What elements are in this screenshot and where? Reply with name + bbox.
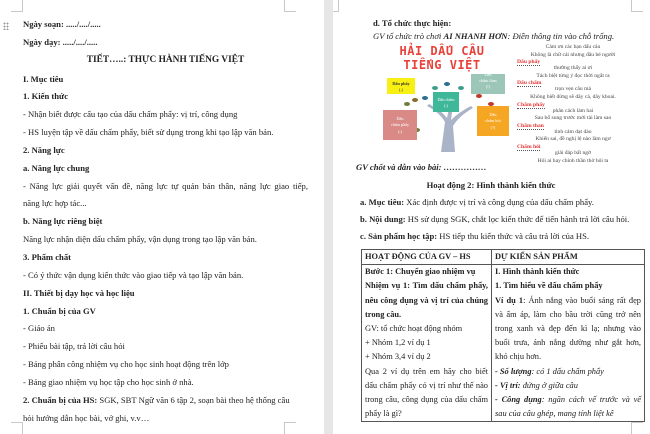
svg-text:Dấu: Dấu	[489, 112, 497, 117]
general-competence-text: - Năng lực giải quyết vấn đề, năng lực tự quản bản thân, năng lực giao tiếp,	[23, 181, 308, 191]
svg-text:Dấu phẩy: Dấu phẩy	[392, 81, 410, 86]
drag-handle-icon[interactable]	[3, 22, 9, 30]
game-name: AI NHANH HƠN	[443, 31, 508, 41]
margin-corner-mark	[631, 422, 643, 434]
heading-objectives: I. Mục tiêu	[23, 74, 64, 84]
student-prep-label: 2. Chuẩn bị của HS:	[23, 395, 98, 405]
margin-corner-mark	[11, 422, 23, 434]
teacher-student-activity-cell: Bước 1: Chuyển giao nhiệm vụ Nhiệm vụ 1: Tìm dấu chấm phẩy, nêu công dụng và vị trí của chúng trong câu. GV: tổ chức hoạt động nhóm + Nhóm 1,2 ví dụ 1 + Nhóm 3,4 ví dụ 2 Qua 2 ví dụ trên em hãy cho biết dấu chấm phẩy có vị trí như thế nào trong câu, công dụng của dấu chấm phẩy là gì?	[362, 265, 492, 422]
document-page-right	[333, 0, 650, 434]
knowledge-item: - HS luyện tập về dấu chấm phẩy, biết sử dụng trong khi tạo lập văn bản.	[23, 127, 274, 137]
general-competence-text: năng lực hợp tác...	[23, 198, 87, 208]
poem-answer: Chấm than	[517, 122, 544, 129]
punctuation-tree-illustration	[379, 74, 514, 152]
svg-text:(!): (!)	[485, 84, 491, 89]
svg-text:(?): (?)	[490, 125, 496, 130]
table-row	[362, 265, 645, 422]
margin-corner-mark	[333, 0, 339, 12]
table-header-cell: HOẠT ĐỘNG CỦA GV – HS	[362, 250, 492, 265]
heading-knowledge: 1. Kiến thức	[23, 91, 69, 101]
svg-text:Dấu: Dấu	[484, 74, 492, 77]
lesson-title: TIẾT…..: THỰC HÀNH TIẾNG VIỆT	[86, 55, 245, 65]
margin-corner-mark	[11, 0, 23, 12]
margin-corner-mark	[284, 0, 296, 12]
qualities-text: - Có ý thức vận dụng kiến thức vào giao tiếp và tạo lập văn bản.	[23, 270, 244, 280]
date-prepared: Ngày soạn: ...../..../.....	[23, 19, 101, 29]
punctuation-poem: Cảm ơn các bạn dấu câu Không là chữ cái nhưng đâu bé người Dấu phẩy thường thấy ai ơi Tách biệt từng ý đọc thời ngắt ra Dấu chấm trọn vẹn câu mà Không biết dừng sẽ dây cà, dây khoai. Chấm phẩy phân cách làm hai Sau bổ sung trước mới tài làm sao Chấm than tình cảm dạt dào Khiến sai, đề nghị lệ nào làm ngơ Chấm hỏi giải đáp bất ngờ Hỏi ai hay chính thần thờ hỏi ta	[517, 44, 616, 164]
date-taught: Ngày dạy: ...../..../.....	[23, 37, 98, 47]
activity-2-title: Hoạt động 2: Hình thành kiến thức	[426, 180, 556, 190]
heading-general-competence: a. Năng lực chung	[23, 163, 90, 173]
specific-competence-text: Năng lực nhận diện dấu chấm phẩy, vận dụng trong tạo lập văn bản.	[23, 234, 257, 244]
svg-text:Dấu chấm: Dấu chấm	[437, 97, 455, 102]
poem-answer: Chấm phẩy	[517, 101, 545, 108]
student-prep	[23, 395, 308, 406]
organize-heading: d. Tổ chức thực hiện:	[373, 18, 452, 28]
svg-text:chấm hỏi: chấm hỏi	[485, 118, 501, 123]
poem-answer: Dấu chấm	[517, 80, 542, 87]
teacher-prep-item: - Phiếu bài tập, trả lời câu hỏi	[23, 341, 125, 351]
content-line: b. Nội dung: HS sử dụng SGK, chắt lọc kiến thức để tiến hành trả lời câu hỏi.	[360, 214, 630, 224]
heading-qualities: 3. Phẩm chất	[23, 252, 71, 262]
knowledge-item: - Nhận biết được cấu tạo của dấu chấm phẩy: vị trí, công dụng	[23, 109, 238, 119]
svg-text:chấm phẩy: chấm phẩy	[390, 122, 410, 127]
heading-equipment: II. Thiết bị dạy học và học liệu	[23, 288, 135, 298]
svg-text:chấm than: chấm than	[479, 78, 497, 83]
poster-title: HẢI DẤU CÂU TIẾNG VIỆT	[399, 44, 485, 72]
heading-competence: 2. Năng lực	[23, 145, 65, 155]
teacher-prep-item: - Giáo án	[23, 323, 55, 333]
expected-product-cell: I. Hình thành kiến thức 1. Tìm hiểu về dấu chấm phẩy Ví dụ 1: Ánh nắng vào buổi sáng rất đẹp và ấm áp, làm cho bầu trời cũng trở nên trong xanh và đẹp đến kì lạ; nhưng vào buổi trưa, ánh nắng dường như gắt hơn, khó chịu hơn. - Số lượng: có 1 dấu chấm phẩy - Vị trí: đứng ở giữa câu - Công dụng: ngăn cách vế trước và vế sau của câu ghép, mang tính liệt kê	[492, 265, 645, 422]
svg-text:Dấu: Dấu	[396, 116, 404, 121]
student-prep-text-cont: hỏi hướng dẫn học bài, vở ghi, v.v…	[23, 413, 150, 423]
svg-text:(.): (.)	[444, 103, 448, 108]
document-page-left	[0, 0, 324, 434]
svg-text:(,): (,)	[399, 87, 403, 92]
punctuation-poster-image	[379, 40, 639, 164]
product-line: c. Sản phẩm học tập: HS tiếp thu kiến thức và câu trả lời của HS.	[360, 231, 590, 241]
poem-answer: Dấu phẩy	[517, 59, 541, 66]
teacher-prep-item: - Bảng phân công nhiệm vụ cho học sinh hoạt động trên lớp	[23, 359, 229, 369]
student-prep-text: SGK, SBT Ngữ văn 6 tập 2, soạn bài theo hệ thống câu	[97, 395, 290, 405]
table-header-cell: DỰ KIẾN SẢN PHẨM	[492, 250, 645, 265]
heading-specific-competence: b. Năng lực riêng biệt	[23, 216, 103, 226]
table-header-row	[362, 250, 645, 265]
objective-line: a. Mục tiêu: Xác định được vị trí và công dụng của dấu chấm phẩy.	[360, 197, 594, 207]
svg-text:(;): (;)	[398, 129, 402, 134]
teacher-prep-item: - Bảng giao nhiệm vụ học tập cho học sinh ở nhà.	[23, 377, 194, 387]
margin-corner-mark	[631, 0, 643, 12]
poem-answer: Chấm hỏi	[517, 143, 541, 150]
heading-teacher-prep: 1. Chuẩn bị của GV	[23, 306, 96, 316]
conclusion-line: GV chốt và dẫn vào bài: ……………	[356, 162, 487, 172]
game-intro: GV tổ chức trò chơi AI NHANH HƠN: Điền thông tin vào chỗ trống.	[373, 31, 615, 41]
activity-table	[361, 249, 645, 422]
